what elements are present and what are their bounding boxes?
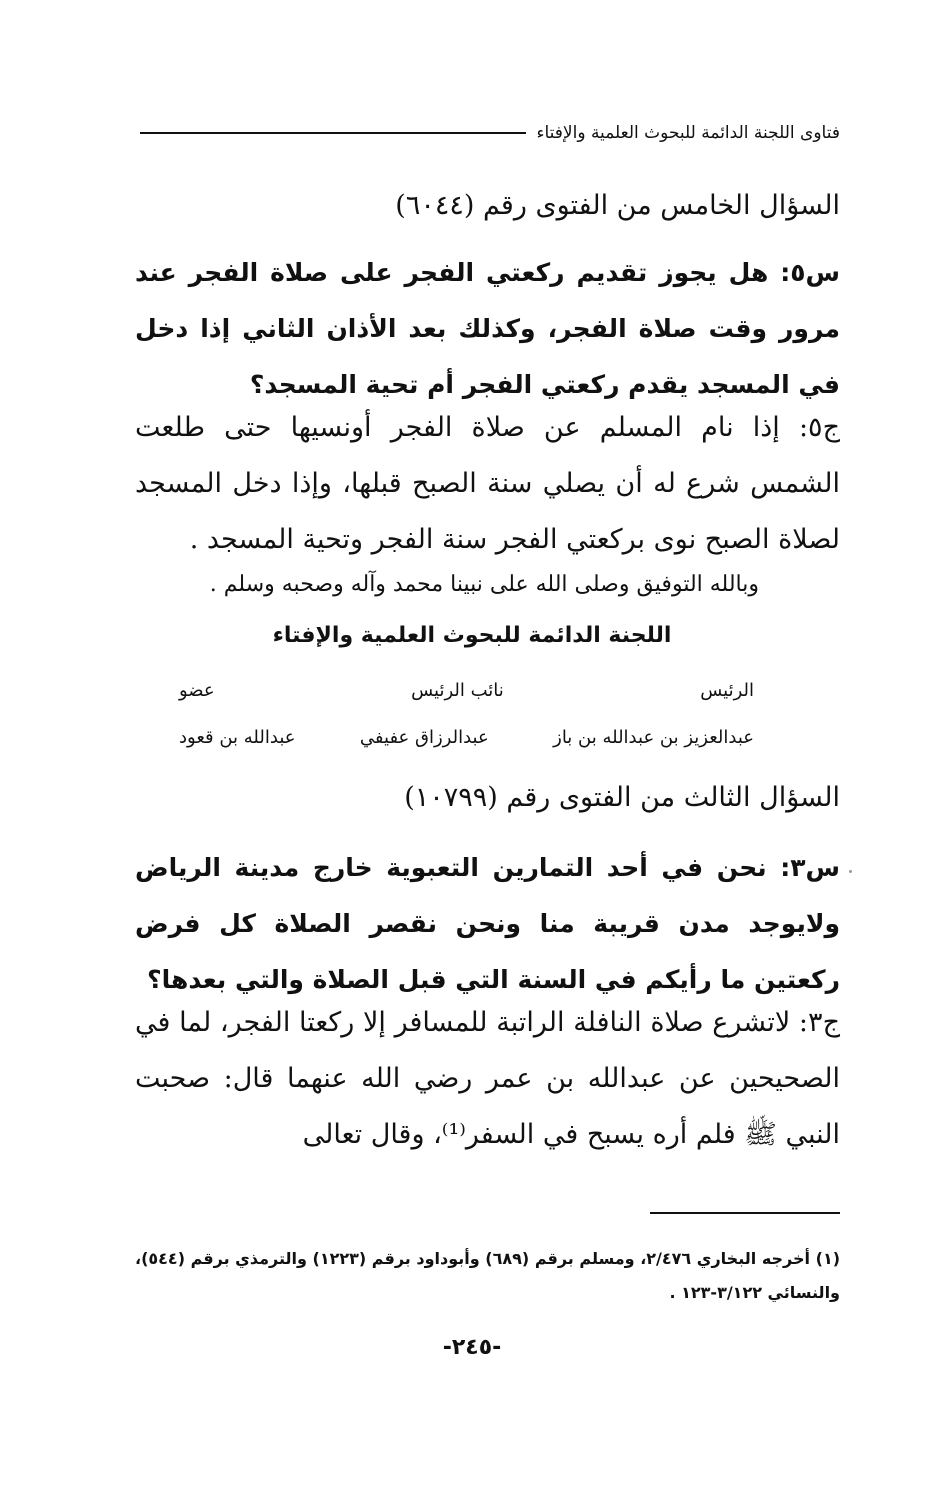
footnote-rule <box>650 1212 840 1214</box>
role-chairman: الرئيس <box>700 680 754 701</box>
section2-answer: ج٣: لاتشرع صلاة النافلة الراتبة للمسافر إلا ركعتا الفجر، لما في الصحيحين عن عبدالله بن عمر رضي الله عنهما قال: صحبت النبي ﷺ فلم أره يسبح في السفر⁽¹⁾، وقال تعالى <box>135 1007 840 1150</box>
member-name-member: عبدالله بن قعود <box>179 727 296 748</box>
member-name-chairman: عبدالعزيز بن عبدالله بن باز <box>553 727 754 748</box>
signature-names-row <box>179 727 754 748</box>
section1-answer: ج٥: إذا نام المسلم عن صلاة الفجر أونسيها حتى طلعت الشمس شرع له أن يصلي سنة الصبح قبلها، وإذا دخل المسجد لصلاة الصبح نوى بركعتي الفجر سنة الفجر وتحية المسجد . <box>135 412 840 555</box>
section1-question: س٥: هل يجوز تقديم ركعتي الفجر على صلاة الفجر عند مرور وقت صلاة الفجر، وكذلك بعد الأذان الثاني إذا دخل في المسجد يقدم ركعتي الفجر أم تحية المسجد؟ <box>135 258 840 399</box>
role-vice-chairman: نائب الرئيس <box>411 680 504 701</box>
role-member: عضو <box>179 680 215 701</box>
page-number: -٢٤٥- <box>442 1335 502 1360</box>
committee-name: اللجنة الدائمة للبحوث العلمية والإفتاء <box>272 623 672 648</box>
signature-roles-row <box>179 680 754 701</box>
member-name-vice-chairman: عبدالرزاق عفيفي <box>359 727 489 748</box>
header-rule <box>140 132 526 134</box>
section2-question: س٣: نحن في أحد التمارين التعبوية خارج مدينة الرياض ولايوجد مدن قريبة منا ونحن نقصر الصلاة كل فرض ركعتين ما رأيكم في السنة التي قبل الصلاة والتي بعدها؟ <box>135 853 840 994</box>
section2-title: السؤال الثالث من الفتوى رقم (١٠٧٩٩) <box>404 782 840 813</box>
closing-line: وبالله التوفيق وصلى الله على نبينا محمد وآله وصحبه وسلم . <box>209 572 759 597</box>
running-header-title: فتاوى اللجنة الدائمة للبحوث العلمية والإفتاء <box>536 123 840 143</box>
section1-title: السؤال الخامس من الفتوى رقم (٦٠٤٤) <box>395 190 840 221</box>
scan-speck <box>849 870 852 873</box>
footnote: (١) أخرجه البخاري ٢/٤٧٦، ومسلم برقم (٦٨٩) وأبوداود برقم (١٢٢٣) والترمذي برقم (٥٤٤)، والنسائي ٣/١٢٢-١٢٣ . <box>135 1249 841 1302</box>
running-header <box>140 118 840 148</box>
